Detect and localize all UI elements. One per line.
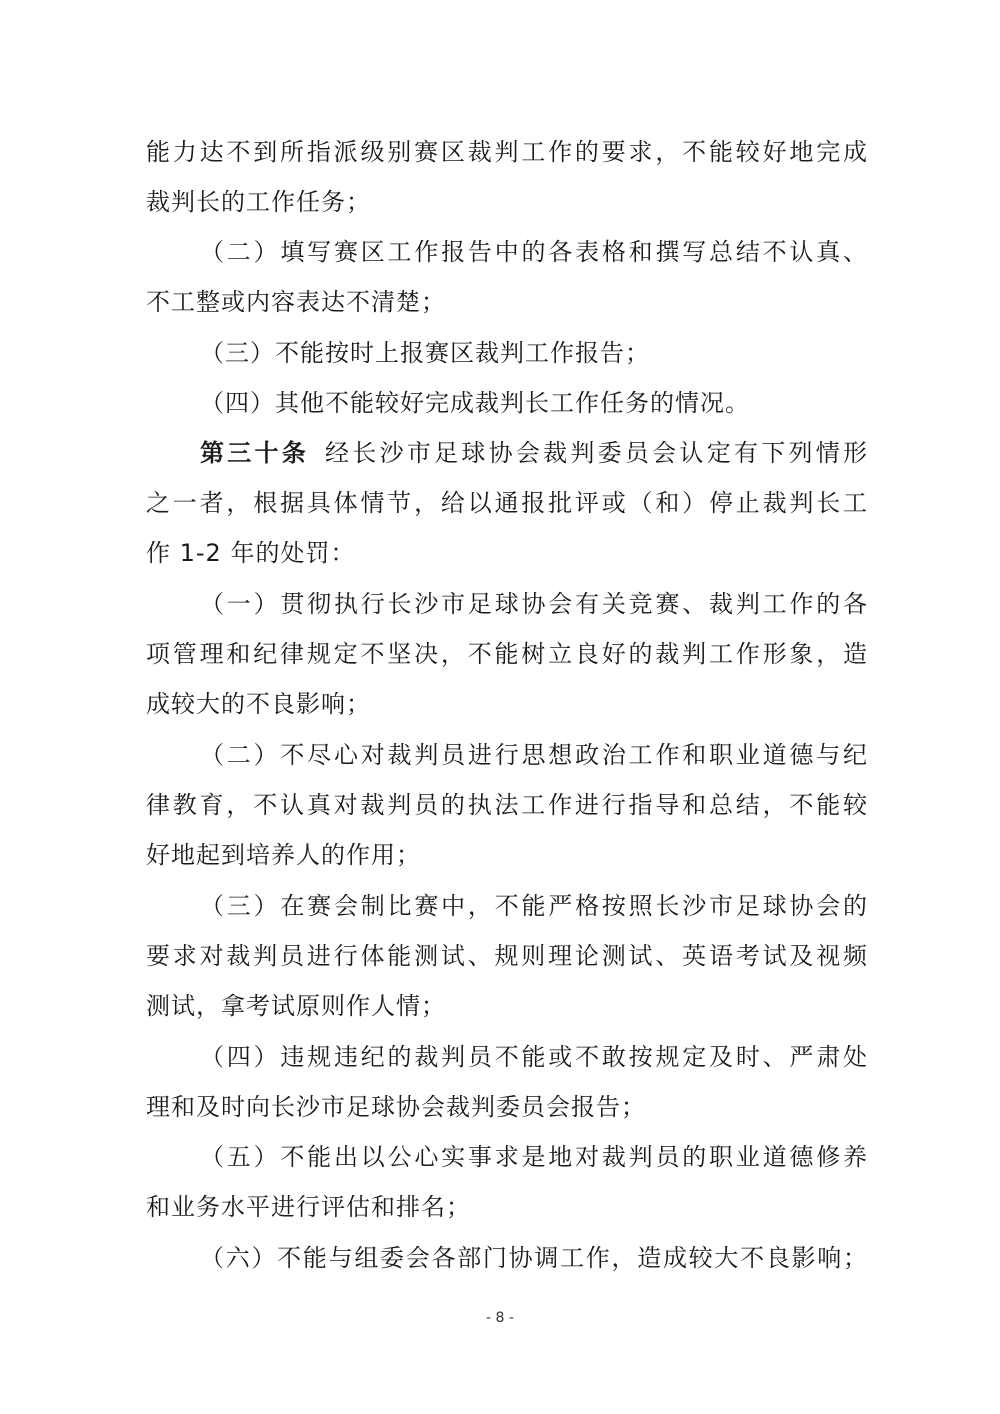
text-line: 裁判长的工作任务； <box>146 188 371 216</box>
text-line: 要求对裁判员进行体能测试、规则理论测试、英语考试及视频 <box>146 942 868 970</box>
text-line: （五）不能出以公心实事求是地对裁判员的职业道德修养 <box>200 1143 868 1171</box>
text-line: （二）不尽心对裁判员进行思想政治工作和职业道德与纪 <box>200 741 868 769</box>
text-line: 好地起到培养人的作用； <box>146 841 421 869</box>
text-line: （二）填写赛区工作报告中的各表格和撰写总结不认真、 <box>200 238 868 266</box>
text-line: 律教育，不认真对裁判员的执法工作进行指导和总结，不能较 <box>146 791 868 819</box>
text-line: （三）在赛会制比赛中，不能严格按照长沙市足球协会的 <box>200 892 868 920</box>
article-heading: 第三十条 <box>200 439 310 467</box>
page-number: - 8 - <box>486 1310 514 1326</box>
text-line: （三）不能按时上报赛区裁判工作报告； <box>200 339 650 367</box>
text-line: 理和及时向长沙市足球协会裁判委员会报告； <box>146 1093 646 1121</box>
article-text: 经长沙市足球协会裁判委员会认定有下列情形 <box>325 439 868 467</box>
text-line: （四）其他不能较好完成裁判长工作任务的情况。 <box>200 389 750 417</box>
text-line: 能力达不到所指派级别赛区裁判工作的要求，不能较好地完成 <box>146 138 868 166</box>
article-line <box>200 436 868 470</box>
text-line: 项管理和纪律规定不坚决，不能树立良好的裁判工作形象，造 <box>146 640 868 668</box>
text-line: 之一者，根据具体情节，给以通报批评或（和）停止裁判长工 <box>146 489 868 517</box>
text-line: 作 1-2 年的处罚： <box>146 539 356 567</box>
text-line: 和业务水平进行评估和排名； <box>146 1193 471 1221</box>
text-line: （六）不能与组委会各部门协调工作，造成较大不良影响； <box>200 1244 868 1272</box>
text-line: 测试，拿考试原则作人情； <box>146 992 446 1020</box>
text-line: 不工整或内容表达不清楚； <box>146 288 446 316</box>
text-line: （四）违规违纪的裁判员不能或不敢按规定及时、严肃处 <box>200 1043 868 1071</box>
text-line: 成较大的不良影响； <box>146 690 371 718</box>
text-line: （一）贯彻执行长沙市足球协会有关竞赛、裁判工作的各 <box>200 590 868 618</box>
